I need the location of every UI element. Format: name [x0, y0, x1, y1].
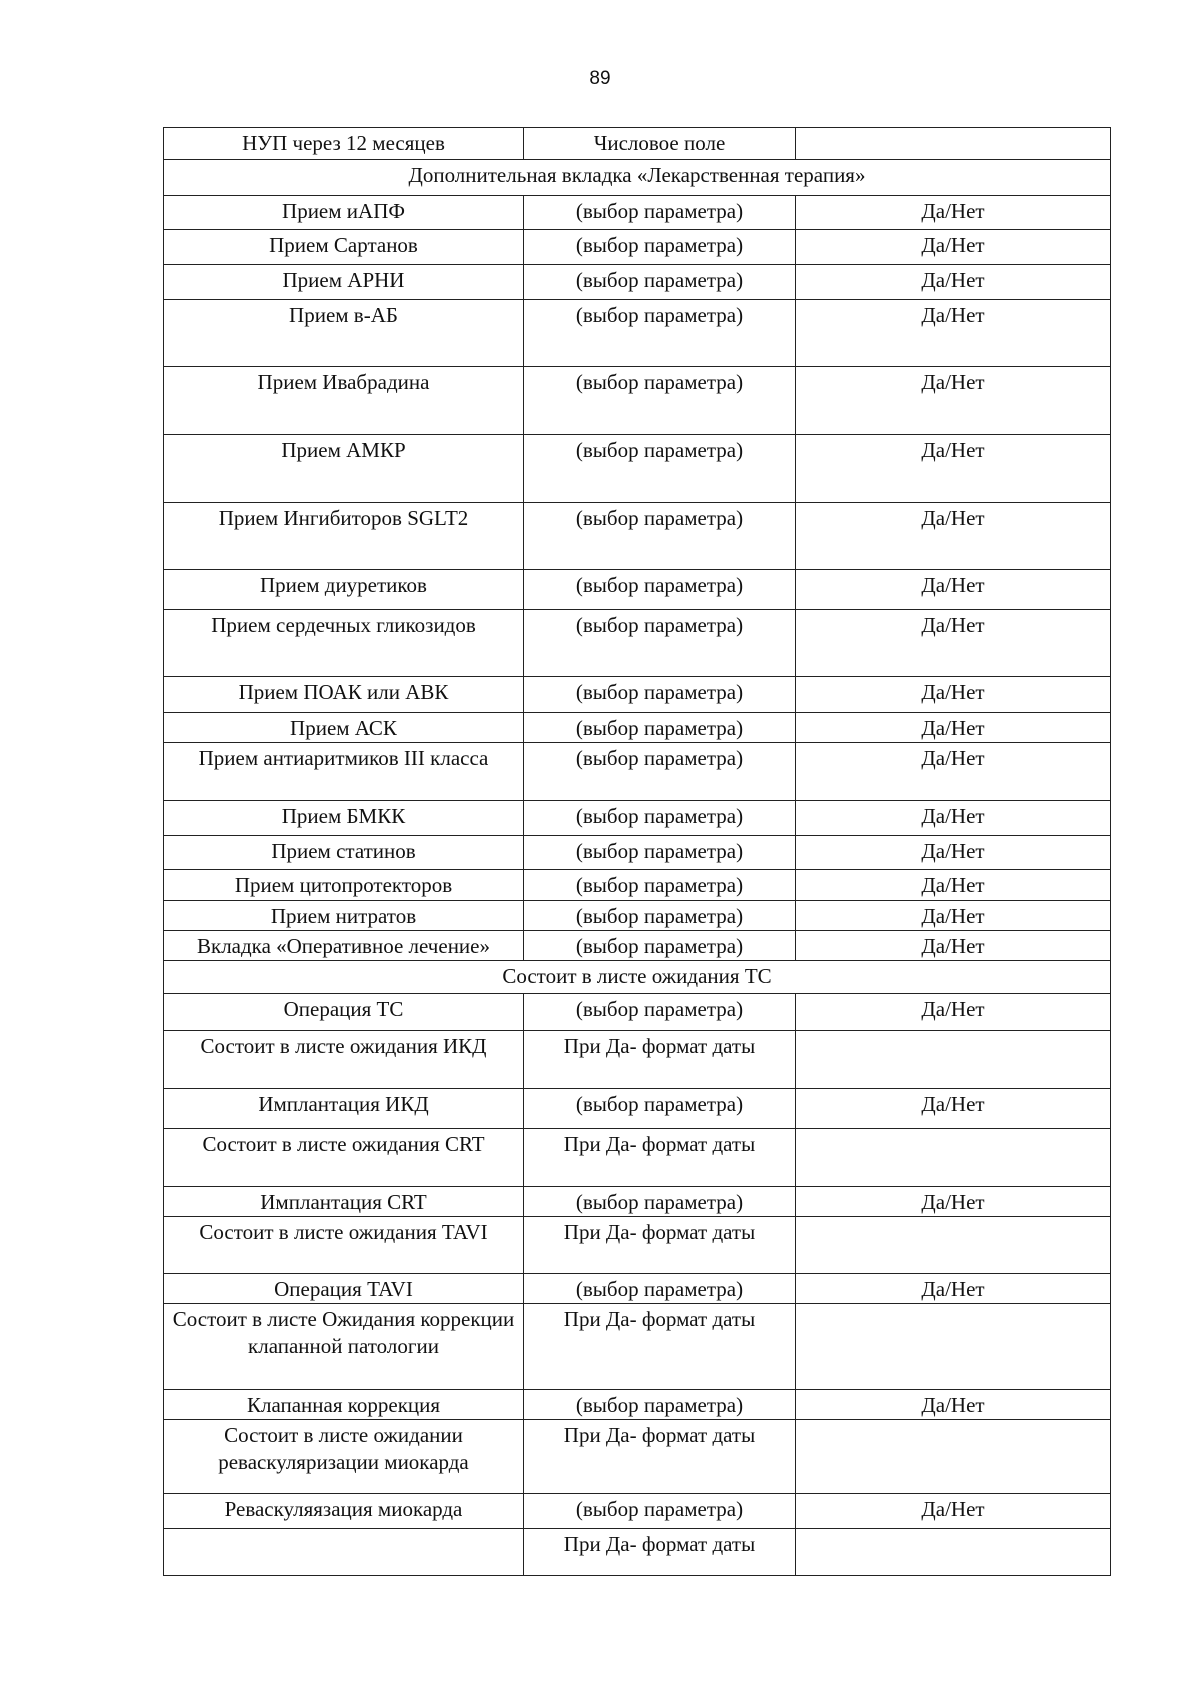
field-type-cell: (выбор параметра)	[524, 1187, 796, 1217]
field-type-cell: (выбор параметра)	[524, 300, 796, 367]
field-name-cell: Прием в-АБ	[164, 300, 524, 367]
table-row	[164, 836, 1111, 870]
field-type-cell: (выбор параметра)	[524, 1390, 796, 1420]
field-name-cell: Клапанная коррекция	[164, 1390, 524, 1420]
field-values-cell: Да/Нет	[796, 931, 1111, 961]
field-type-cell: (выбор параметра)	[524, 435, 796, 503]
field-values-cell: Да/Нет	[796, 230, 1111, 265]
field-type-cell: (выбор параметра)	[524, 1089, 796, 1129]
field-name-cell: Прием нитратов	[164, 901, 524, 931]
field-values-cell	[796, 1129, 1111, 1187]
field-name-cell: Прием Сартанов	[164, 230, 524, 265]
table-row	[164, 265, 1111, 300]
section-header-row	[164, 961, 1111, 994]
field-values-cell: Да/Нет	[796, 713, 1111, 743]
field-name-cell: Прием АСК	[164, 713, 524, 743]
field-type-cell: (выбор параметра)	[524, 503, 796, 570]
field-values-cell: Да/Нет	[796, 1494, 1111, 1529]
field-name-cell: Прием сердечных гликозидов	[164, 610, 524, 677]
field-name-cell: Операция TAVI	[164, 1274, 524, 1304]
field-name-cell: Прием АРНИ	[164, 265, 524, 300]
field-values-cell: Да/Нет	[796, 610, 1111, 677]
field-name-cell: Прием ПОАК или АВК	[164, 677, 524, 713]
field-name-cell: Состоит в листе ожидания ИКД	[164, 1031, 524, 1089]
field-name-cell	[164, 1529, 524, 1576]
field-type-cell: (выбор параметра)	[524, 870, 796, 901]
field-name-cell: Имплантация CRT	[164, 1187, 524, 1217]
field-type-cell: (выбор параметра)	[524, 1494, 796, 1529]
form-fields-table	[163, 127, 1111, 1576]
field-type-cell: Числовое поле	[524, 128, 796, 160]
table-row	[164, 931, 1111, 961]
field-values-cell: Да/Нет	[796, 265, 1111, 300]
field-type-cell: (выбор параметра)	[524, 367, 796, 435]
table-row	[164, 503, 1111, 570]
field-type-cell: (выбор параметра)	[524, 196, 796, 230]
field-type-cell: (выбор параметра)	[524, 743, 796, 801]
table-row	[164, 196, 1111, 230]
field-values-cell	[796, 1420, 1111, 1494]
field-values-cell: Да/Нет	[796, 743, 1111, 801]
field-type-cell: При Да- формат даты	[524, 1304, 796, 1390]
field-type-cell: (выбор параметра)	[524, 801, 796, 836]
field-name-cell: Состоит в листе Ожидания коррекции клапанной патологии	[164, 1304, 524, 1390]
field-values-cell: Да/Нет	[796, 677, 1111, 713]
field-type-cell: (выбор параметра)	[524, 713, 796, 743]
field-name-cell: Вкладка «Оперативное лечение»	[164, 931, 524, 961]
field-name-cell: Прием цитопротекторов	[164, 870, 524, 901]
field-values-cell: Да/Нет	[796, 1187, 1111, 1217]
field-name-cell: Состоит в листе ожидании реваскуляризации миокарда	[164, 1420, 524, 1494]
field-values-cell: Да/Нет	[796, 300, 1111, 367]
field-type-cell: (выбор параметра)	[524, 901, 796, 931]
field-values-cell: Да/Нет	[796, 836, 1111, 870]
field-values-cell: Да/Нет	[796, 1089, 1111, 1129]
field-values-cell: Да/Нет	[796, 994, 1111, 1031]
field-values-cell: Да/Нет	[796, 870, 1111, 901]
field-type-cell: (выбор параметра)	[524, 1274, 796, 1304]
field-type-cell: При Да- формат даты	[524, 1529, 796, 1576]
table-row	[164, 713, 1111, 743]
field-values-cell: Да/Нет	[796, 901, 1111, 931]
field-type-cell: При Да- формат даты	[524, 1031, 796, 1089]
table-row	[164, 994, 1111, 1031]
table-row	[164, 1031, 1111, 1089]
table-row	[164, 128, 1111, 160]
field-name-cell: НУП через 12 месяцев	[164, 128, 524, 160]
field-values-cell	[796, 1304, 1111, 1390]
page-number: 89	[589, 68, 611, 89]
field-values-cell	[796, 128, 1111, 160]
field-name-cell: Прием антиаритмиков III класса	[164, 743, 524, 801]
section-header-row	[164, 160, 1111, 196]
field-name-cell: Состоит в листе ожидания TAVI	[164, 1217, 524, 1274]
field-values-cell: Да/Нет	[796, 570, 1111, 610]
field-values-cell: Да/Нет	[796, 435, 1111, 503]
field-type-cell: (выбор параметра)	[524, 836, 796, 870]
field-values-cell: Да/Нет	[796, 503, 1111, 570]
table-body	[164, 128, 1111, 1576]
field-type-cell: (выбор параметра)	[524, 230, 796, 265]
field-values-cell	[796, 1031, 1111, 1089]
table-row	[164, 1529, 1111, 1576]
table-row	[164, 1494, 1111, 1529]
table-row	[164, 570, 1111, 610]
field-name-cell: Прием АМКР	[164, 435, 524, 503]
table-row	[164, 1187, 1111, 1217]
table-row	[164, 610, 1111, 677]
field-values-cell	[796, 1217, 1111, 1274]
field-name-cell: Прием статинов	[164, 836, 524, 870]
field-name-cell: Состоит в листе ожидания CRT	[164, 1129, 524, 1187]
table-row	[164, 1420, 1111, 1494]
table-row	[164, 901, 1111, 931]
field-name-cell: Прием диуретиков	[164, 570, 524, 610]
section-header: Состоит в листе ожидания ТС	[164, 961, 1111, 994]
field-name-cell: Прием БМКК	[164, 801, 524, 836]
field-values-cell	[796, 1529, 1111, 1576]
table-row	[164, 801, 1111, 836]
field-name-cell: Прием иАПФ	[164, 196, 524, 230]
field-type-cell: (выбор параметра)	[524, 931, 796, 961]
table-row	[164, 300, 1111, 367]
field-name-cell: Операция ТС	[164, 994, 524, 1031]
field-name-cell: Прием Ивабрадина	[164, 367, 524, 435]
field-type-cell: (выбор параметра)	[524, 994, 796, 1031]
field-values-cell: Да/Нет	[796, 1274, 1111, 1304]
field-type-cell: (выбор параметра)	[524, 570, 796, 610]
table-row	[164, 1274, 1111, 1304]
table-row	[164, 367, 1111, 435]
field-values-cell: Да/Нет	[796, 1390, 1111, 1420]
field-type-cell: (выбор параметра)	[524, 677, 796, 713]
table-row	[164, 870, 1111, 901]
field-values-cell: Да/Нет	[796, 196, 1111, 230]
field-name-cell: Реваскуляязация миокарда	[164, 1494, 524, 1529]
table-row	[164, 1217, 1111, 1274]
table-row	[164, 743, 1111, 801]
field-type-cell: При Да- формат даты	[524, 1217, 796, 1274]
field-type-cell: (выбор параметра)	[524, 610, 796, 677]
table-row	[164, 1304, 1111, 1390]
field-type-cell: (выбор параметра)	[524, 265, 796, 300]
field-type-cell: При Да- формат даты	[524, 1420, 796, 1494]
field-values-cell: Да/Нет	[796, 367, 1111, 435]
table-row	[164, 1390, 1111, 1420]
field-type-cell: При Да- формат даты	[524, 1129, 796, 1187]
table-row	[164, 230, 1111, 265]
field-values-cell: Да/Нет	[796, 801, 1111, 836]
field-name-cell: Прием Ингибиторов SGLT2	[164, 503, 524, 570]
section-header: Дополнительная вкладка «Лекарственная терапия»	[164, 160, 1111, 196]
table-row	[164, 1129, 1111, 1187]
table-row	[164, 677, 1111, 713]
table-row	[164, 1089, 1111, 1129]
table-row	[164, 435, 1111, 503]
field-name-cell: Имплантация ИКД	[164, 1089, 524, 1129]
